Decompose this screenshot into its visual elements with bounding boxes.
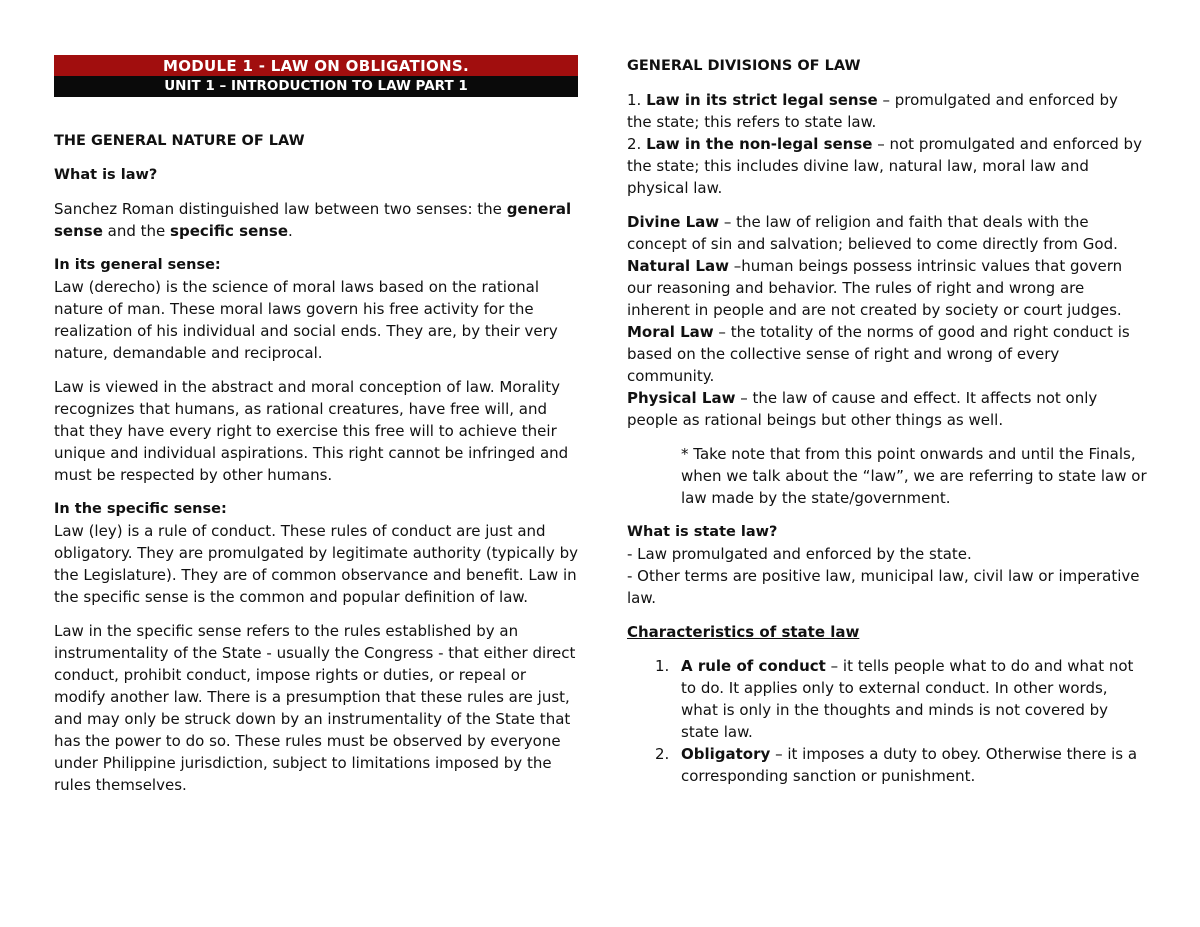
specific-sense-heading: In the specific sense: xyxy=(54,501,227,517)
intro-text: Sanchez Roman distinguished law between two senses: the xyxy=(54,200,507,218)
general-sense-paragraph-2: Law is viewed in the abstract and moral conception of law. Morality recognizes that humans, as rational creatures, have free will, and that they have every right to exercise this free will to achieve their unique and individual aspirations. This right cannot be infringed and must be respected by other humans. xyxy=(54,378,569,484)
division-number: 1. xyxy=(627,91,647,109)
list-item-term: Obligatory xyxy=(681,745,771,763)
unit-title-banner: UNIT 1 – INTRODUCTION TO LAW PART 1 xyxy=(54,76,578,97)
division-number: 2. xyxy=(627,135,647,153)
specific-sense-paragraph-2: Law in the specific sense refers to the rules established by an instrumentality of the State - usually the Congress - that either direct conduct, prohibit conduct, impose rights or duties, or repeal or modify another law. There is a presumption that these rules are just, and may only be struck down by an instrumentality of the State that has the power to do so. These rules must be observed by everyone under Philippine jurisdiction, subject to limitations imposed by the rules themselves. xyxy=(54,622,576,794)
moral-law-definition xyxy=(627,321,1147,387)
division-item-1 xyxy=(627,89,1147,133)
divine-law-term: Divine Law xyxy=(627,213,720,231)
state-law-question: What is state law? xyxy=(627,524,778,540)
division-item-2 xyxy=(627,133,1147,199)
list-item-number: 2. xyxy=(655,745,670,763)
natural-law-term: Natural Law xyxy=(627,257,729,275)
physical-law-definition xyxy=(627,387,1147,431)
intro-text: . xyxy=(288,222,293,240)
division-term: Law in its strict legal sense xyxy=(646,91,878,109)
division-text: – not promulgated and enforced by the state; this includes divine law, natural law, moral law and physical law. xyxy=(627,135,1142,197)
divisions-heading: GENERAL DIVISIONS OF LAW xyxy=(627,58,861,74)
intro-text: and the xyxy=(102,222,171,240)
definition-text: – the law of religion and faith that deals with the concept of sin and salvation; believed to come directly from God. xyxy=(627,213,1118,253)
state-law-answer-2: - Other terms are positive law, municipal law, civil law or imperative law. xyxy=(627,567,1140,607)
general-sense-term: general sense xyxy=(54,200,572,240)
natural-law-definition xyxy=(627,255,1147,321)
list-item-number: 1. xyxy=(655,657,670,675)
moral-law-term: Moral Law xyxy=(627,323,714,341)
specific-sense-paragraph: Law (ley) is a rule of conduct. These rules of conduct are just and obligatory. They are promulgated by legitimate authority (typically by the Legislature). They are of common observance and benefit. Law in the specific sense is the common and popular definition of law. xyxy=(54,522,578,606)
general-sense-paragraph: Law (derecho) is the science of moral laws based on the rational nature of man. These moral laws govern his free activity for the realization of his individual and social ends. They are, by their very nature, demandable and reciprocal. xyxy=(54,278,558,362)
division-text: – promulgated and enforced by the state; this refers to state law. xyxy=(627,91,1118,131)
list-item-text: – it imposes a duty to obey. Otherwise there is a corresponding sanction or punishment. xyxy=(681,745,1138,785)
specific-sense-term: specific sense xyxy=(170,222,289,240)
state-law-answer-1: - Law promulgated and enforced by the state. xyxy=(627,545,972,563)
list-item xyxy=(627,655,1147,743)
list-item-text: – it tells people what to do and what not to do. It applies only to external conduct. In other words, what is only in the thoughts and minds is not covered by state law. xyxy=(681,657,1134,741)
characteristics-heading: Characteristics of state law xyxy=(627,623,860,641)
characteristics-list xyxy=(627,655,1147,787)
physical-law-term: Physical Law xyxy=(627,389,736,407)
question-heading: What is law? xyxy=(54,167,158,183)
intro-paragraph xyxy=(54,198,578,242)
definition-text: –human beings possess intrinsic values that govern our reasoning and behavior. The rules of right and wrong are inherent in people and are not created by society or court judges. xyxy=(627,257,1123,319)
right-column xyxy=(627,55,1147,787)
section-heading: THE GENERAL NATURE OF LAW xyxy=(54,133,305,149)
definition-text: – the law of cause and effect. It affects not only people as rational beings but other things as well. xyxy=(627,389,1098,429)
left-column xyxy=(54,55,578,796)
definition-text: – the totality of the norms of good and right conduct is based on the collective sense of right and wrong of every community. xyxy=(627,323,1130,385)
division-term: Law in the non-legal sense xyxy=(646,135,873,153)
divine-law-definition xyxy=(627,211,1147,255)
list-item xyxy=(627,743,1147,787)
general-sense-heading: In its general sense: xyxy=(54,257,221,273)
list-item-term: A rule of conduct xyxy=(681,657,826,675)
module-title-banner: MODULE 1 - LAW ON OBLIGATIONS. xyxy=(54,55,578,76)
take-note-paragraph: * Take note that from this point onwards and until the Finals, when we talk about the “law”, we are referring to state law or law made by the state/government. xyxy=(681,445,1147,507)
